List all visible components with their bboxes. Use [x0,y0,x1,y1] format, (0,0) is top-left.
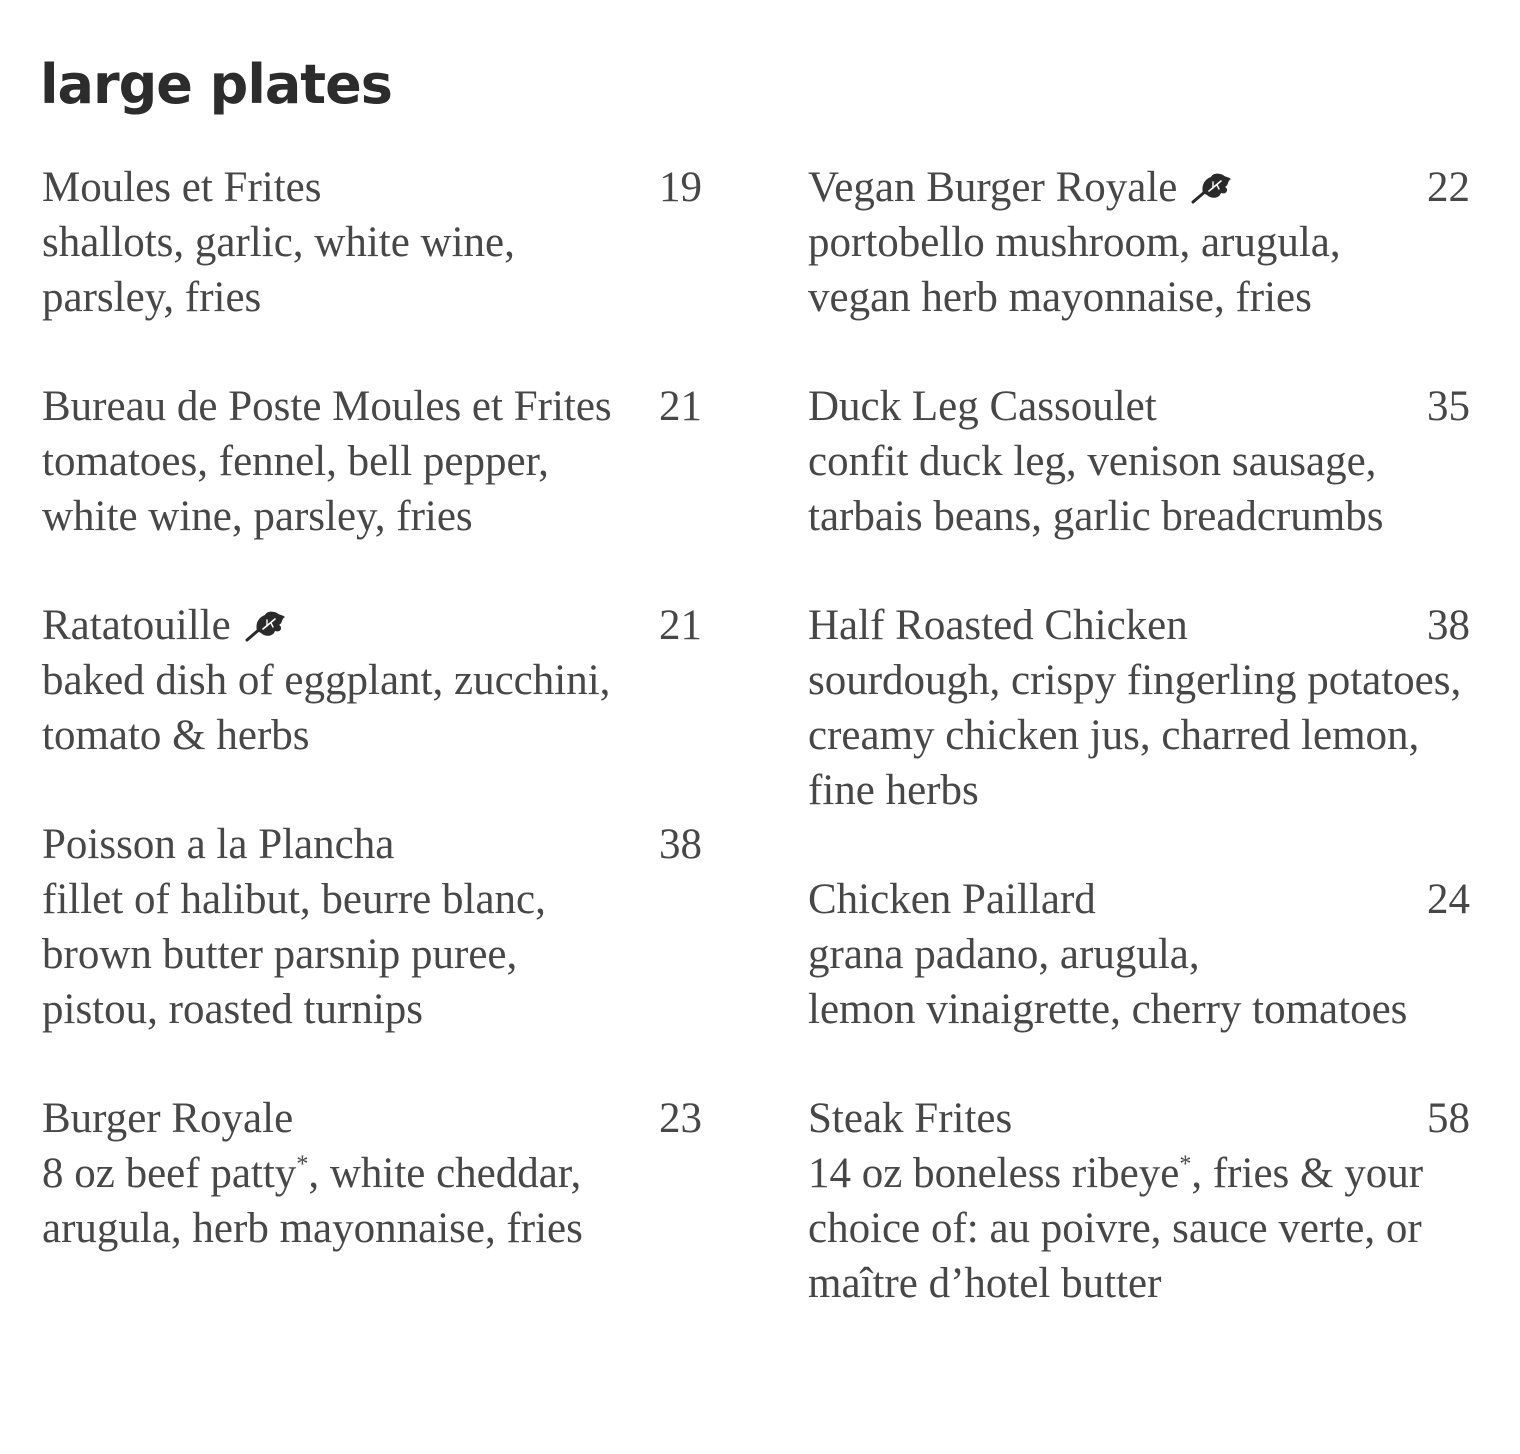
item-header [42,598,702,653]
raw-warning-asterisk: * [1179,1151,1192,1178]
item-name: Steak Frites [808,1095,1013,1142]
item-header [42,1091,702,1146]
item-description-text: , fries & your choice of: au poivre, sauce verte, or maître d’hotel butter [808,1150,1424,1307]
raw-warning-asterisk: * [296,1151,309,1178]
section-title: large plates [40,53,392,116]
item-header [42,379,702,434]
item-name: Chicken Paillard [808,876,1096,923]
item-name: Duck Leg Cassoulet [808,383,1157,430]
item-price: 23 [659,1095,702,1142]
item-description: sourdough, crispy fingerling potatoes, creamy chicken jus, charred lemon, fine herbs [808,657,1462,814]
menu-item-ratatouille [42,598,702,763]
item-price: 58 [1427,1095,1470,1142]
item-description-text: 8 oz beef patty [42,1150,297,1197]
item-description: portobello mushroom, arugula, vegan herb mayonnaise, fries [808,219,1341,321]
item-name: Bureau de Poste Moules et Frites [42,383,612,430]
vegan-leaf-icon [243,609,287,643]
menu-item-moules-et-frites [42,160,702,325]
item-price: 38 [659,821,702,868]
menu-item-half-roasted-chicken [808,598,1508,818]
item-name: Burger Royale [42,1095,294,1142]
menu-item-poisson-a-la-plancha [42,817,702,1037]
item-header [808,160,1470,215]
item-name: Ratatouille [42,602,231,649]
item-description: baked dish of eggplant, zucchini, tomato & herbs [42,657,611,759]
item-description [42,1146,702,1256]
item-name: Moules et Frites [42,164,322,211]
item-price: 24 [1427,876,1470,923]
item-price: 22 [1427,164,1470,211]
item-description-text: 14 oz boneless ribeye [808,1150,1180,1197]
item-name-wrap [808,160,1233,215]
item-price: 38 [1427,602,1470,649]
item-description: tomatoes, fennel, bell pepper, white wine, parsley, fries [42,438,549,540]
item-description: confit duck leg, venison sausage, tarbais beans, garlic breadcrumbs [808,438,1384,540]
item-name: Half Roasted Chicken [808,602,1188,649]
item-description [808,1146,1508,1311]
menu-item-steak-frites [808,1091,1508,1311]
item-price: 35 [1427,383,1470,430]
item-header [808,379,1470,434]
item-description: grana padano, arugula, lemon vinaigrette, cherry tomatoes [808,931,1408,1033]
item-price: 19 [659,164,702,211]
menu-item-duck-leg-cassoulet [808,379,1508,544]
item-price: 21 [659,602,702,649]
vegan-leaf-icon [1189,171,1233,205]
item-header [808,598,1470,653]
item-name: Poisson a la Plancha [42,821,395,868]
menu-item-burger-royale [42,1091,702,1256]
item-name-wrap [42,598,287,653]
menu-item-bureau-de-poste [42,379,702,544]
menu-item-vegan-burger-royale [808,160,1508,325]
menu-item-chicken-paillard [808,872,1508,1037]
item-price: 21 [659,383,702,430]
item-description: fillet of halibut, beurre blanc, brown butter parsnip puree, pistou, roasted turnips [42,876,546,1033]
item-header [42,160,702,215]
item-description: shallots, garlic, white wine, parsley, fries [42,219,515,321]
item-header [808,1091,1470,1146]
item-name: Vegan Burger Royale [808,164,1178,211]
item-header [42,817,702,872]
item-description-text: , white cheddar, arugula, herb mayonnaise, fries [42,1150,583,1252]
item-header [808,872,1470,927]
